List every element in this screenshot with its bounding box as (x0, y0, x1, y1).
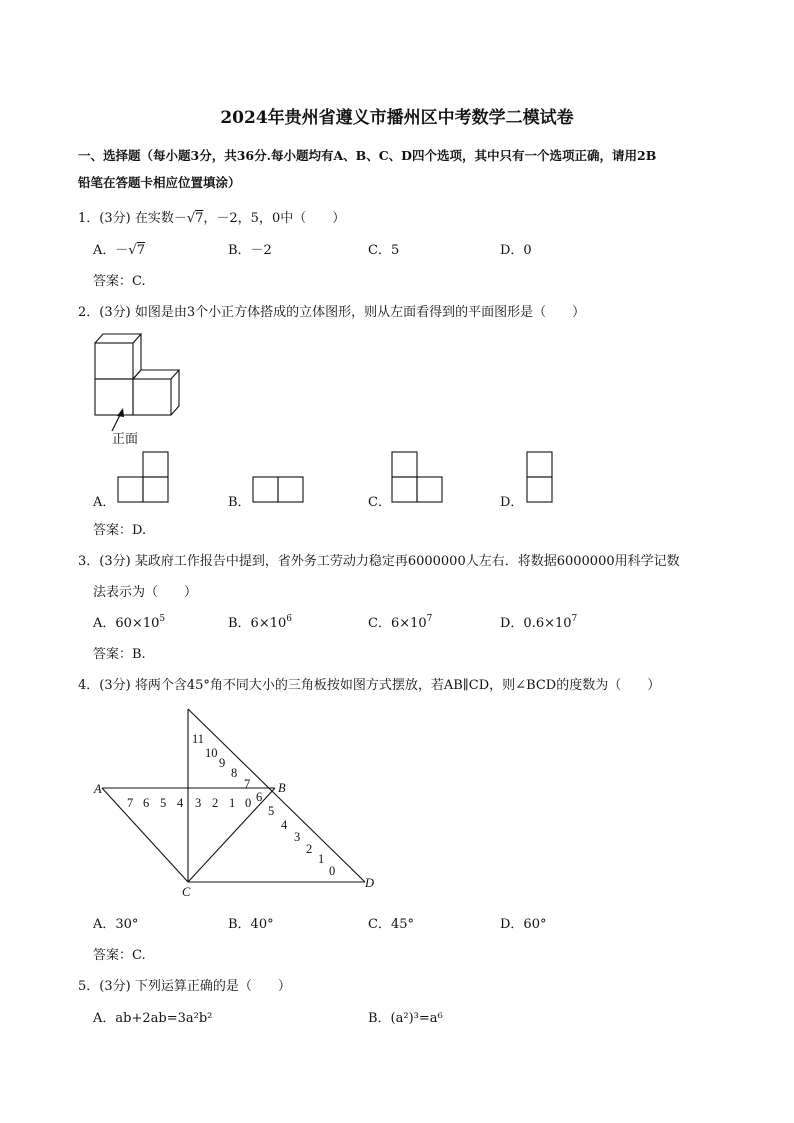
ruler-mark: 5 (268, 804, 275, 818)
q1-option-b: B．－2 (228, 243, 272, 258)
page-title: 2024年贵州省遵义市播州区中考数学二模试卷 (220, 108, 574, 128)
q2-option-a: A． (93, 495, 116, 510)
q2-option-d-figure (526, 451, 555, 505)
q3-option-b-base: B．6×10 (228, 616, 287, 631)
q1-radicand: 7 (195, 211, 204, 226)
q1-option-a-radicand: 7 (136, 243, 145, 258)
ruler-mark: 4 (281, 818, 288, 832)
q1-suffix: ，－2，5，0中（ ） (203, 211, 346, 226)
q4-answer: 答案：C. (93, 948, 146, 963)
q2-answer: 答案：D. (93, 523, 147, 538)
q5-option-a: A．ab+2ab=3a²b² (93, 1011, 213, 1026)
ruler-mark: 3 (294, 830, 301, 844)
front-label: 正面 (112, 431, 139, 446)
section-header-line2: 铅笔在答题卡相应位置填涂） (78, 175, 241, 190)
ruler-mark: 6 (143, 796, 150, 810)
label-B: B (278, 781, 286, 795)
ruler-mark: 0 (329, 864, 336, 878)
q2-option-d: D． (500, 495, 524, 510)
q4-option-c: C．45° (368, 917, 414, 932)
question-5: 5．(3分) 下列运算正确的是（ ） (78, 979, 291, 994)
q1-prefix: 1．(3分) 在实数－ (78, 211, 187, 226)
ruler-mark: 2 (306, 842, 313, 856)
q3-option-c-exp: 7 (426, 614, 433, 624)
question-3-line2: 法表示为（ ） (93, 585, 198, 600)
ruler-mark: 2 (212, 796, 219, 810)
q1-option-d: D．0 (500, 243, 532, 258)
q2-option-b-figure (252, 476, 306, 505)
ruler-mark: 8 (231, 766, 238, 780)
sqrt-symbol: √ (186, 211, 196, 226)
ruler-mark: 9 (219, 756, 226, 770)
q2-option-a-figure (117, 451, 171, 505)
question-4: 4．(3分) 将两个含45°角不同大小的三角板按如图方式摆放，若AB∥CD，则∠BCD的度数为（ ） (78, 678, 661, 693)
ruler-mark: 6 (256, 790, 263, 804)
cube-figure (88, 327, 188, 447)
q1-option-c: C．5 (368, 243, 400, 258)
section-header-line1: 一、选择题（每小题3分，共36分.每小题均有A、B、C、D四个选项，其中只有一个选项正确，请用2B (78, 148, 657, 163)
ruler-mark: 11 (192, 732, 205, 746)
ruler-mark: 1 (318, 852, 325, 866)
q5-option-b: B．(a²)³=a⁶ (368, 1011, 443, 1026)
q1-option-a (93, 239, 145, 258)
q3-option-a-exp: 5 (159, 614, 166, 624)
q3-answer: 答案：B. (93, 647, 146, 662)
question-2: 2．(3分) 如图是由3个小正方体搭成的立体图形，则从左面看得到的平面图形是（ ） (78, 305, 586, 320)
q4-option-b: B．40° (228, 917, 274, 932)
q3-option-b-exp: 6 (286, 614, 292, 624)
q3-option-a (93, 612, 165, 631)
q2-option-b: B． (228, 495, 251, 510)
q3-option-c-base: C．6×10 (368, 616, 427, 631)
q1-answer: 答案：C. (93, 274, 146, 289)
label-A: A (94, 782, 102, 796)
ruler-mark: 1 (229, 796, 236, 810)
q3-option-d-base: D．0.6×10 (500, 616, 572, 631)
ruler-mark: 3 (195, 796, 202, 810)
question-3-line1: 3．(3分) 某政府工作报告中提到，省外务工劳动力稳定再6000000人左右．将数据6000000用科学记数 (78, 554, 680, 569)
sqrt-symbol: √ (128, 243, 137, 258)
ruler-mark: 4 (177, 796, 184, 810)
label-D: D (365, 876, 375, 890)
q1-option-a-label: A．－ (93, 243, 129, 258)
question-1 (78, 207, 345, 226)
q2-option-c-figure (391, 451, 445, 505)
q3-option-a-base: A．60×10 (93, 616, 160, 631)
q3-option-d (500, 612, 577, 631)
q3-option-d-exp: 7 (571, 614, 578, 624)
q3-option-b (228, 612, 292, 631)
ruler-mark: 0 (245, 796, 252, 810)
ruler-mark: 7 (244, 777, 251, 791)
label-C: C (182, 885, 191, 899)
q4-option-d: D．60° (500, 917, 547, 932)
q2-option-c: C． (368, 495, 391, 510)
triangle-figure (88, 700, 388, 900)
ruler-mark: 5 (160, 796, 167, 810)
q3-option-c (368, 612, 432, 631)
ruler-mark: 7 (127, 796, 134, 810)
ruler-mark: 10 (205, 746, 218, 760)
q4-option-a: A．30° (93, 917, 139, 932)
